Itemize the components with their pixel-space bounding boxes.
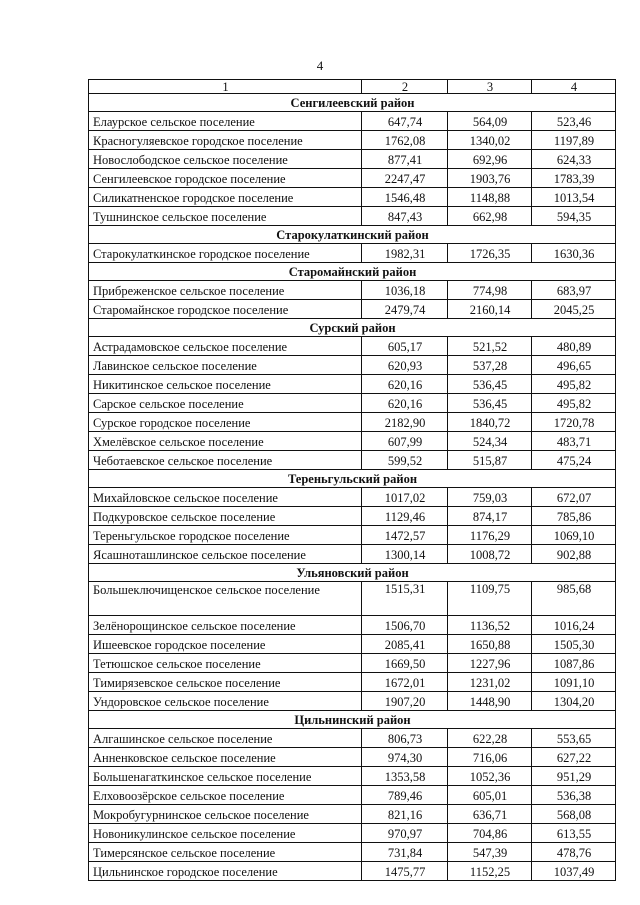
value-cell-column-2: 1017,02 xyxy=(362,488,448,507)
value-cell-column-3: 524,34 xyxy=(448,432,532,451)
value-cell-column-2: 1036,18 xyxy=(362,281,448,300)
column-number-4: 4 xyxy=(532,80,616,94)
value-cell-column-4: 785,86 xyxy=(532,507,616,526)
value-cell-column-4: 683,97 xyxy=(532,281,616,300)
settlement-name-cell: Подкуровское сельское поселение xyxy=(89,507,362,526)
value-cell-column-3: 1136,52 xyxy=(448,616,532,635)
table-row xyxy=(89,281,616,300)
value-cell-column-3: 759,03 xyxy=(448,488,532,507)
value-cell-column-4: 2045,25 xyxy=(532,300,616,319)
table-row xyxy=(89,862,616,881)
column-number-2: 2 xyxy=(362,80,448,94)
value-cell-column-2: 620,16 xyxy=(362,375,448,394)
value-cell-column-3: 515,87 xyxy=(448,451,532,470)
table-row xyxy=(89,805,616,824)
settlement-name-cell: Зелёнорощинское сельское поселение xyxy=(89,616,362,635)
value-cell-column-4: 672,07 xyxy=(532,488,616,507)
table-row xyxy=(89,786,616,805)
value-cell-column-3: 536,45 xyxy=(448,394,532,413)
table-row xyxy=(89,131,616,150)
value-cell-column-4: 1013,54 xyxy=(532,188,616,207)
value-cell-column-2: 1982,31 xyxy=(362,244,448,263)
value-cell-column-2: 607,99 xyxy=(362,432,448,451)
settlement-name-cell: Михайловское сельское поселение xyxy=(89,488,362,507)
value-cell-column-2: 2247,47 xyxy=(362,169,448,188)
value-cell-column-4: 1197,89 xyxy=(532,131,616,150)
value-cell-column-4: 1069,10 xyxy=(532,526,616,545)
settlement-name-cell: Большеключищенское сельское поселение xyxy=(89,582,362,616)
value-cell-column-3: 1448,90 xyxy=(448,692,532,711)
district-name: Старокулаткинский район xyxy=(89,226,616,244)
value-cell-column-3: 1231,02 xyxy=(448,673,532,692)
settlement-name-cell: Сарское сельское поселение xyxy=(89,394,362,413)
settlement-name-cell: Красногуляевское городское поселение xyxy=(89,131,362,150)
district-header-row xyxy=(89,226,616,244)
settlement-name-cell: Ишеевское городское поселение xyxy=(89,635,362,654)
settlement-name-cell: Тереньгульское городское поселение xyxy=(89,526,362,545)
settlement-name-cell: Новоникулинское сельское поселение xyxy=(89,824,362,843)
settlement-name-cell: Мокробугурнинское сельское поселение xyxy=(89,805,362,824)
table-row xyxy=(89,300,616,319)
table-row xyxy=(89,824,616,843)
value-cell-column-2: 1546,48 xyxy=(362,188,448,207)
value-cell-column-4: 594,35 xyxy=(532,207,616,226)
settlement-name-cell: Тушнинское сельское поселение xyxy=(89,207,362,226)
table-row xyxy=(89,337,616,356)
settlement-name-cell: Астрадамовское сельское поселение xyxy=(89,337,362,356)
settlement-name-cell: Тимирязевское сельское поселение xyxy=(89,673,362,692)
settlement-name-cell: Новослободское сельское поселение xyxy=(89,150,362,169)
value-cell-column-3: 521,52 xyxy=(448,337,532,356)
value-cell-column-2: 847,43 xyxy=(362,207,448,226)
table-row xyxy=(89,526,616,545)
district-name: Старомайнский район xyxy=(89,263,616,281)
table-row xyxy=(89,843,616,862)
value-cell-column-3: 547,39 xyxy=(448,843,532,862)
value-cell-column-3: 636,71 xyxy=(448,805,532,824)
table-row xyxy=(89,654,616,673)
settlement-name-cell: Тимерсянское сельское поселение xyxy=(89,843,362,862)
value-cell-column-2: 2479,74 xyxy=(362,300,448,319)
value-cell-column-3: 536,45 xyxy=(448,375,532,394)
value-cell-column-4: 1505,30 xyxy=(532,635,616,654)
value-cell-column-4: 1720,78 xyxy=(532,413,616,432)
value-cell-column-4: 902,88 xyxy=(532,545,616,564)
value-cell-column-2: 1669,50 xyxy=(362,654,448,673)
value-cell-column-3: 1176,29 xyxy=(448,526,532,545)
page-number: 4 xyxy=(316,58,324,73)
value-cell-column-3: 1650,88 xyxy=(448,635,532,654)
value-cell-column-2: 1907,20 xyxy=(362,692,448,711)
value-cell-column-3: 704,86 xyxy=(448,824,532,843)
table-row xyxy=(89,207,616,226)
table-row xyxy=(89,545,616,564)
value-cell-column-4: 553,65 xyxy=(532,729,616,748)
value-cell-column-4: 624,33 xyxy=(532,150,616,169)
value-cell-column-4: 627,22 xyxy=(532,748,616,767)
value-cell-column-3: 1109,75 xyxy=(448,582,532,616)
value-cell-column-3: 716,06 xyxy=(448,748,532,767)
table-body xyxy=(89,80,616,881)
value-cell-column-4: 536,38 xyxy=(532,786,616,805)
table-row xyxy=(89,748,616,767)
value-cell-column-2: 647,74 xyxy=(362,112,448,131)
settlement-name-cell: Никитинское сельское поселение xyxy=(89,375,362,394)
value-cell-column-3: 774,98 xyxy=(448,281,532,300)
settlement-name-cell: Сурское городское поселение xyxy=(89,413,362,432)
table-row xyxy=(89,394,616,413)
table-row xyxy=(89,451,616,470)
settlement-table xyxy=(88,79,616,881)
district-name: Тереньгульский район xyxy=(89,470,616,488)
value-cell-column-4: 523,46 xyxy=(532,112,616,131)
value-cell-column-3: 564,09 xyxy=(448,112,532,131)
value-cell-column-4: 613,55 xyxy=(532,824,616,843)
value-cell-column-2: 620,16 xyxy=(362,394,448,413)
district-header-row xyxy=(89,319,616,337)
value-cell-column-3: 1148,88 xyxy=(448,188,532,207)
settlement-name-cell: Сенгилеевское городское поселение xyxy=(89,169,362,188)
district-header-row xyxy=(89,711,616,729)
value-cell-column-2: 1475,77 xyxy=(362,862,448,881)
value-cell-column-4: 1783,39 xyxy=(532,169,616,188)
value-cell-column-4: 483,71 xyxy=(532,432,616,451)
value-cell-column-2: 620,93 xyxy=(362,356,448,375)
value-cell-column-3: 1340,02 xyxy=(448,131,532,150)
value-cell-column-2: 1515,31 xyxy=(362,582,448,616)
table-row xyxy=(89,729,616,748)
table-row xyxy=(89,413,616,432)
value-cell-column-4: 1630,36 xyxy=(532,244,616,263)
value-cell-column-2: 1129,46 xyxy=(362,507,448,526)
value-cell-column-4: 1016,24 xyxy=(532,616,616,635)
table-row xyxy=(89,673,616,692)
value-cell-column-2: 1672,01 xyxy=(362,673,448,692)
settlement-name-cell: Ундоровское сельское поселение xyxy=(89,692,362,711)
settlement-name-cell: Елаурское сельское поселение xyxy=(89,112,362,131)
settlement-name-cell: Прибреженское сельское поселение xyxy=(89,281,362,300)
column-number-row xyxy=(89,80,616,94)
value-cell-column-3: 1052,36 xyxy=(448,767,532,786)
value-cell-column-2: 1353,58 xyxy=(362,767,448,786)
value-cell-column-4: 985,68 xyxy=(532,582,616,616)
value-cell-column-2: 605,17 xyxy=(362,337,448,356)
table-row xyxy=(89,356,616,375)
settlement-name-cell: Тетюшское сельское поселение xyxy=(89,654,362,673)
column-number-3: 3 xyxy=(448,80,532,94)
district-header-row xyxy=(89,470,616,488)
value-cell-column-4: 495,82 xyxy=(532,375,616,394)
settlement-name-cell: Елховоозёрское сельское поселение xyxy=(89,786,362,805)
table-row xyxy=(89,432,616,451)
value-cell-column-3: 874,17 xyxy=(448,507,532,526)
value-cell-column-3: 622,28 xyxy=(448,729,532,748)
district-name: Цильнинский район xyxy=(89,711,616,729)
value-cell-column-3: 1227,96 xyxy=(448,654,532,673)
value-cell-column-2: 599,52 xyxy=(362,451,448,470)
value-cell-column-2: 806,73 xyxy=(362,729,448,748)
table-row xyxy=(89,188,616,207)
district-name: Ульяновский район xyxy=(89,564,616,582)
value-cell-column-4: 1087,86 xyxy=(532,654,616,673)
value-cell-column-2: 974,30 xyxy=(362,748,448,767)
district-name: Сурский район xyxy=(89,319,616,337)
settlement-name-cell: Силикатненское городское поселение xyxy=(89,188,362,207)
value-cell-column-4: 951,29 xyxy=(532,767,616,786)
value-cell-column-3: 1008,72 xyxy=(448,545,532,564)
value-cell-column-2: 2085,41 xyxy=(362,635,448,654)
value-cell-column-3: 2160,14 xyxy=(448,300,532,319)
table-row xyxy=(89,582,616,616)
value-cell-column-2: 970,97 xyxy=(362,824,448,843)
value-cell-column-4: 1037,49 xyxy=(532,862,616,881)
value-cell-column-4: 480,89 xyxy=(532,337,616,356)
value-cell-column-4: 475,24 xyxy=(532,451,616,470)
value-cell-column-3: 1152,25 xyxy=(448,862,532,881)
settlement-name-cell: Большенагаткинское сельское поселение xyxy=(89,767,362,786)
value-cell-column-2: 1506,70 xyxy=(362,616,448,635)
value-cell-column-2: 821,16 xyxy=(362,805,448,824)
settlement-name-cell: Чеботаевское сельское поселение xyxy=(89,451,362,470)
value-cell-column-2: 1762,08 xyxy=(362,131,448,150)
column-number-1: 1 xyxy=(89,80,362,94)
settlement-name-cell: Лавинское сельское поселение xyxy=(89,356,362,375)
value-cell-column-3: 1903,76 xyxy=(448,169,532,188)
value-cell-column-3: 605,01 xyxy=(448,786,532,805)
value-cell-column-4: 496,65 xyxy=(532,356,616,375)
value-cell-column-2: 1472,57 xyxy=(362,526,448,545)
district-header-row xyxy=(89,564,616,582)
value-cell-column-2: 877,41 xyxy=(362,150,448,169)
value-cell-column-3: 1726,35 xyxy=(448,244,532,263)
settlement-name-cell: Старокулаткинское городское поселение xyxy=(89,244,362,263)
table-row xyxy=(89,635,616,654)
table-row xyxy=(89,244,616,263)
table-row xyxy=(89,616,616,635)
value-cell-column-3: 1840,72 xyxy=(448,413,532,432)
district-header-row xyxy=(89,94,616,112)
district-name: Сенгилеевский район xyxy=(89,94,616,112)
settlement-name-cell: Цильнинское городское поселение xyxy=(89,862,362,881)
settlement-name-cell: Ясашноташлинское сельское поселение xyxy=(89,545,362,564)
table-row xyxy=(89,767,616,786)
value-cell-column-3: 692,96 xyxy=(448,150,532,169)
table-row xyxy=(89,488,616,507)
table-row xyxy=(89,169,616,188)
value-cell-column-3: 537,28 xyxy=(448,356,532,375)
value-cell-column-4: 478,76 xyxy=(532,843,616,862)
settlement-name-cell: Алгашинское сельское поселение xyxy=(89,729,362,748)
settlement-name-cell: Старомайнское городское поселение xyxy=(89,300,362,319)
value-cell-column-4: 1091,10 xyxy=(532,673,616,692)
value-cell-column-4: 568,08 xyxy=(532,805,616,824)
value-cell-column-3: 662,98 xyxy=(448,207,532,226)
value-cell-column-2: 789,46 xyxy=(362,786,448,805)
value-cell-column-2: 2182,90 xyxy=(362,413,448,432)
district-header-row xyxy=(89,263,616,281)
table-row xyxy=(89,112,616,131)
settlement-name-cell: Анненковское сельское поселение xyxy=(89,748,362,767)
value-cell-column-4: 1304,20 xyxy=(532,692,616,711)
value-cell-column-2: 731,84 xyxy=(362,843,448,862)
value-cell-column-4: 495,82 xyxy=(532,394,616,413)
table-row xyxy=(89,507,616,526)
value-cell-column-2: 1300,14 xyxy=(362,545,448,564)
table-row xyxy=(89,150,616,169)
settlement-name-cell: Хмелёвское сельское поселение xyxy=(89,432,362,451)
table-row xyxy=(89,375,616,394)
table-row xyxy=(89,692,616,711)
